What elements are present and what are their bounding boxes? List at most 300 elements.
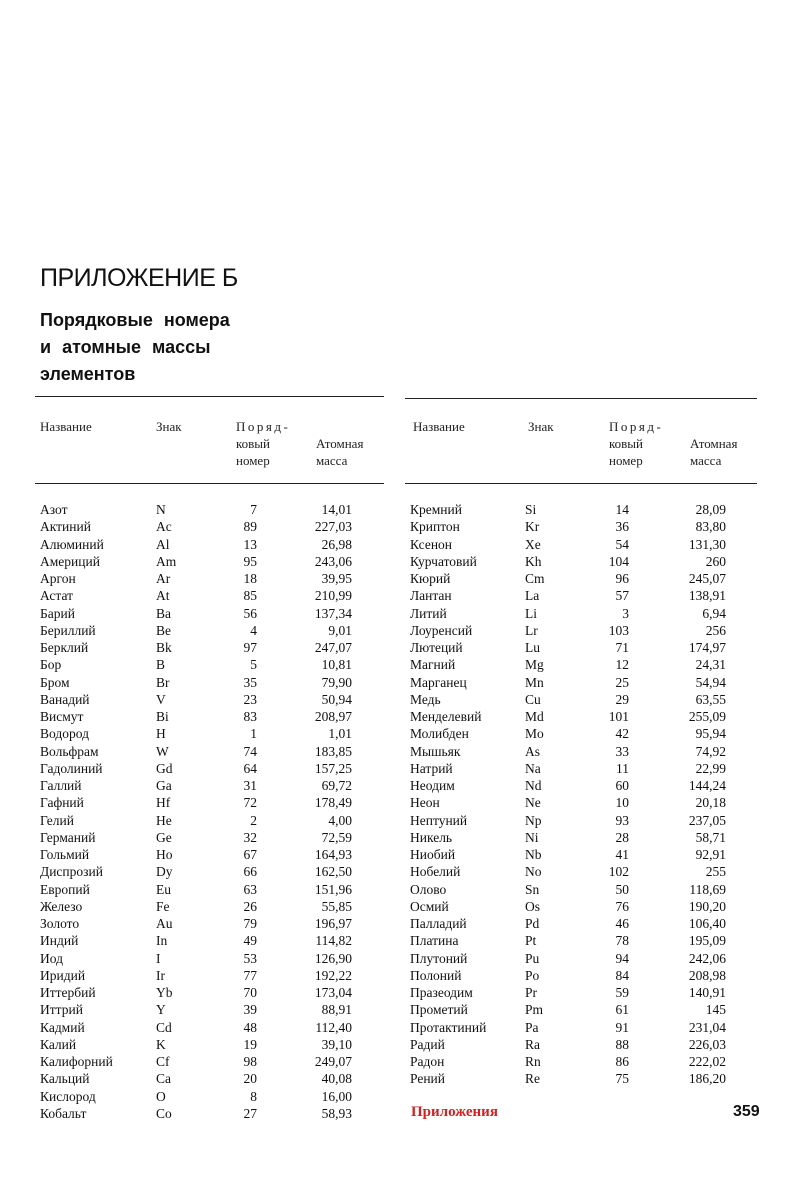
element-symbol: B: [156, 657, 166, 673]
element-symbol: Co: [156, 1105, 172, 1121]
element-symbol: Re: [525, 1071, 540, 1087]
element-mass: 63,55: [695, 691, 726, 707]
element-mass: 256: [705, 622, 726, 638]
element-name: Осмий: [410, 898, 449, 914]
element-number: 67: [243, 847, 257, 862]
element-name: Аргон: [40, 571, 76, 586]
element-number: 77: [243, 967, 257, 983]
right-table-top-rule: [405, 398, 757, 399]
element-number: 66: [243, 864, 257, 880]
element-name: Плутоний: [410, 950, 468, 966]
element-mass: 28,09: [695, 502, 726, 517]
table-row: [410, 743, 755, 760]
element-mass: 131,30: [688, 536, 726, 552]
element-number: 85: [243, 588, 257, 604]
element-number: 74: [243, 743, 257, 759]
element-number: 13: [243, 536, 257, 552]
left-header-mass-line1: Атомная: [316, 436, 364, 451]
element-name: Рений: [410, 1071, 445, 1087]
element-name: Гелий: [40, 812, 74, 828]
element-name: Нептуний: [410, 812, 468, 828]
element-name: Мышьяк: [410, 743, 461, 759]
element-name: Криптон: [410, 519, 460, 535]
table-row: [40, 984, 380, 1001]
table-row: [40, 1019, 380, 1036]
element-mass: 237,05: [688, 812, 726, 828]
table-row: [410, 605, 755, 622]
element-mass: 1,01: [328, 726, 352, 742]
table-row: [410, 639, 755, 656]
element-name: Актиний: [40, 519, 91, 535]
element-mass: 58,71: [695, 829, 726, 845]
table-row: [410, 915, 755, 932]
element-symbol: W: [156, 743, 169, 759]
table-row: [40, 674, 380, 691]
right-header-mass-line1: Атомная: [690, 436, 738, 451]
table-row: [40, 881, 380, 898]
table-row: [410, 622, 755, 639]
element-mass: 157,25: [314, 760, 352, 776]
element-mass: 162,50: [314, 864, 352, 880]
element-symbol: Yb: [156, 985, 173, 1000]
left-header-mass: [316, 435, 363, 469]
element-number: 36: [615, 519, 629, 535]
table-row: [40, 777, 380, 794]
element-name: Водород: [40, 726, 89, 742]
table-row: [410, 794, 755, 811]
element-mass: 95,94: [695, 726, 726, 742]
table-row: [410, 984, 755, 1001]
element-mass: 106,40: [688, 916, 726, 931]
element-name: Ниобий: [410, 847, 456, 862]
element-symbol: Rn: [525, 1054, 541, 1069]
element-name: Лоуренсий: [410, 622, 473, 638]
element-number: 103: [608, 622, 629, 638]
element-name: Калий: [40, 1036, 77, 1052]
element-name: Радий: [410, 1036, 445, 1052]
element-number: 8: [250, 1088, 257, 1104]
element-number: 98: [243, 1054, 257, 1069]
table-row: [410, 674, 755, 691]
table-row: [40, 898, 380, 915]
element-number: 91: [615, 1019, 629, 1035]
table-row: [410, 898, 755, 915]
element-number: 39: [243, 1002, 257, 1018]
element-symbol: Ac: [156, 519, 172, 535]
element-number: 79: [243, 916, 257, 931]
subtitle-line-2: и атомные массы: [40, 337, 211, 357]
element-name: Курчатовий: [410, 553, 477, 569]
table-row: [40, 1053, 380, 1070]
table-row: [40, 622, 380, 639]
element-mass: 55,85: [321, 898, 352, 914]
element-symbol: Y: [156, 1002, 166, 1018]
table-row: [40, 691, 380, 708]
element-mass: 24,31: [695, 657, 726, 673]
element-number: 28: [615, 829, 629, 845]
element-mass: 20,18: [695, 795, 726, 811]
element-mass: 245,07: [688, 571, 726, 586]
element-number: 101: [608, 709, 629, 724]
element-number: 94: [615, 950, 629, 966]
element-number: 42: [615, 726, 629, 742]
element-name: Прометий: [410, 1002, 468, 1018]
element-name: Индий: [40, 933, 79, 949]
table-row: [410, 1053, 755, 1070]
table-row: [40, 656, 380, 673]
element-symbol: Cm: [525, 571, 545, 586]
element-number: 11: [616, 760, 629, 776]
element-symbol: I: [156, 950, 161, 966]
table-row: [40, 1088, 380, 1105]
element-name: Лютеций: [410, 640, 463, 655]
element-mass: 118,69: [689, 881, 726, 897]
element-mass: 174,97: [688, 640, 726, 655]
table-row: [40, 760, 380, 777]
table-row: [410, 587, 755, 604]
element-name: Калифорний: [40, 1054, 113, 1069]
element-name: Кальций: [40, 1071, 90, 1087]
appendix-title: ПРИЛОЖЕНИЕ Б: [40, 264, 238, 292]
table-row: [40, 863, 380, 880]
table-row: [40, 743, 380, 760]
element-name: Барий: [40, 605, 75, 621]
element-name: Иод: [40, 950, 63, 966]
table-row: [410, 570, 755, 587]
element-name: Кислород: [40, 1088, 96, 1104]
left-table-top-rule: [35, 396, 384, 397]
element-symbol: La: [525, 588, 540, 604]
element-number: 3: [622, 605, 629, 621]
element-symbol: Mn: [525, 674, 544, 690]
table-row: [40, 605, 380, 622]
element-number: 49: [243, 933, 257, 949]
element-symbol: V: [156, 691, 166, 707]
element-mass: 126,90: [314, 950, 352, 966]
element-number: 88: [615, 1036, 629, 1052]
element-mass: 92,91: [695, 847, 726, 862]
element-number: 72: [243, 795, 257, 811]
left-table-header-rule: [35, 483, 384, 484]
table-row: [410, 760, 755, 777]
element-mass: 22,99: [695, 760, 726, 776]
element-symbol: Am: [156, 553, 177, 569]
element-name: Менделевий: [410, 709, 482, 724]
table-row: [410, 846, 755, 863]
left-header-symbol: Знак: [156, 419, 182, 434]
element-symbol: K: [156, 1036, 166, 1052]
table-row: [40, 950, 380, 967]
element-number: 26: [243, 898, 257, 914]
table-row: [40, 846, 380, 863]
table-row: [40, 915, 380, 932]
element-mass: 14,01: [321, 502, 352, 517]
right-header-mass: [690, 435, 737, 469]
element-name: Гольмий: [40, 847, 90, 862]
table-row: [410, 691, 755, 708]
element-name: Бром: [40, 674, 70, 690]
element-mass: 231,04: [688, 1019, 726, 1035]
element-number: 53: [243, 950, 257, 966]
element-name: Галлий: [40, 778, 82, 793]
element-mass: 39,95: [321, 571, 352, 586]
element-mass: 210,99: [314, 588, 352, 604]
element-number: 54: [615, 536, 629, 552]
element-symbol: Na: [525, 760, 541, 776]
element-number: 76: [615, 898, 629, 914]
element-mass: 192,22: [314, 967, 352, 983]
element-name: Натрий: [410, 760, 453, 776]
element-symbol: Fe: [156, 898, 170, 914]
table-row: [40, 639, 380, 656]
table-row: [410, 950, 755, 967]
element-symbol: N: [156, 502, 166, 517]
element-symbol: Ne: [525, 795, 541, 811]
element-name: Протактиний: [410, 1019, 487, 1035]
element-name: Бор: [40, 657, 62, 673]
element-number: 63: [243, 881, 257, 897]
element-number: 64: [243, 760, 257, 776]
element-name: Вольфрам: [40, 743, 99, 759]
table-row: [410, 829, 755, 846]
element-mass: 69,72: [321, 778, 352, 793]
element-number: 1: [250, 726, 257, 742]
element-name: Кобальт: [40, 1105, 87, 1121]
table-row: [410, 1036, 755, 1053]
element-number: 83: [243, 709, 257, 724]
table-row: [40, 932, 380, 949]
element-number: 95: [243, 553, 257, 569]
element-mass: 178,49: [314, 795, 352, 811]
table-row: [410, 536, 755, 553]
element-number: 97: [243, 640, 257, 655]
table-row: [40, 967, 380, 984]
element-name: Неон: [410, 795, 440, 811]
element-symbol: Ho: [156, 847, 173, 862]
subtitle-line-1: Порядковые номера: [40, 310, 230, 330]
element-mass: 196,97: [314, 916, 352, 931]
element-symbol: Eu: [156, 881, 171, 897]
element-name: Молибден: [410, 726, 469, 742]
element-number: 86: [615, 1054, 629, 1069]
element-number: 7: [250, 502, 257, 517]
element-mass: 243,06: [314, 553, 352, 569]
table-row: [410, 553, 755, 570]
table-row: [410, 1001, 755, 1018]
element-number: 46: [615, 916, 629, 931]
element-mass: 50,94: [321, 691, 352, 707]
element-mass: 9,01: [328, 622, 352, 638]
left-header-name: Название: [40, 419, 92, 434]
element-symbol: Ge: [156, 829, 172, 845]
table-row: [40, 1036, 380, 1053]
element-number: 75: [615, 1071, 629, 1087]
element-symbol: Np: [525, 812, 542, 828]
element-name: Диспрозий: [40, 864, 103, 880]
table-row: [410, 1019, 755, 1036]
element-mass: 114,82: [315, 933, 352, 949]
left-header-order-line3: номер: [236, 453, 270, 468]
element-symbol: At: [156, 588, 170, 604]
page-number: 359: [733, 1103, 760, 1120]
element-name: Неодим: [410, 778, 455, 793]
element-name: Медь: [410, 691, 441, 707]
element-mass: 226,03: [688, 1036, 726, 1052]
element-symbol: Dy: [156, 864, 173, 880]
table-row: [40, 536, 380, 553]
element-name: Германий: [40, 829, 96, 845]
element-mass: 208,97: [314, 709, 352, 724]
table-row: [40, 570, 380, 587]
table-row: [410, 777, 755, 794]
element-number: 19: [243, 1036, 257, 1052]
element-mass: 186,20: [688, 1071, 726, 1087]
element-name: Иттрий: [40, 1002, 83, 1018]
element-name: Палладий: [410, 916, 467, 931]
right-table-body: [410, 501, 755, 1088]
table-row: [40, 708, 380, 725]
element-mass: 74,92: [695, 743, 726, 759]
element-name: Гадолиний: [40, 760, 103, 776]
table-row: [40, 725, 380, 742]
element-number: 89: [243, 519, 257, 535]
element-mass: 208,98: [688, 967, 726, 983]
element-symbol: Pm: [525, 1002, 544, 1018]
element-symbol: Ar: [156, 571, 171, 586]
footer-section-label: Приложения: [411, 1104, 498, 1120]
element-symbol: Br: [156, 674, 170, 690]
element-mass: 88,91: [321, 1002, 352, 1018]
table-row: [40, 587, 380, 604]
table-row: [40, 1001, 380, 1018]
element-symbol: Xe: [525, 536, 541, 552]
element-mass: 227,03: [314, 519, 352, 535]
table-row: [40, 1070, 380, 1087]
element-name: Европий: [40, 881, 90, 897]
element-name: Берклий: [40, 640, 89, 655]
table-row: [410, 1070, 755, 1087]
element-number: 25: [615, 674, 629, 690]
element-symbol: Kr: [525, 519, 540, 535]
element-name: Иридий: [40, 967, 86, 983]
element-mass: 83,80: [695, 519, 726, 535]
left-header-order-line2: ковый: [236, 436, 270, 451]
right-header-order-line1: Поряд-: [609, 419, 664, 434]
element-name: Олово: [410, 881, 447, 897]
element-number: 71: [615, 640, 629, 655]
element-number: 59: [615, 985, 629, 1000]
element-mass: 112,40: [315, 1019, 352, 1035]
element-symbol: Al: [156, 536, 170, 552]
element-mass: 4,00: [328, 812, 352, 828]
element-symbol: Ga: [156, 778, 172, 793]
element-mass: 183,85: [314, 743, 352, 759]
element-symbol: Bi: [156, 709, 169, 724]
element-mass: 137,34: [314, 605, 352, 621]
table-row: [40, 794, 380, 811]
element-name: Радон: [410, 1054, 445, 1069]
left-header-order: [236, 418, 290, 469]
element-symbol: Au: [156, 916, 173, 931]
element-symbol: Cd: [156, 1019, 172, 1035]
subtitle-line-3: элементов: [40, 364, 136, 384]
element-number: 56: [243, 605, 257, 621]
element-name: Кюрий: [410, 571, 451, 586]
element-name: Литий: [410, 605, 447, 621]
element-mass: 144,24: [688, 778, 726, 793]
element-symbol: Lr: [525, 622, 538, 638]
element-symbol: Ir: [156, 967, 165, 983]
element-symbol: As: [525, 743, 541, 759]
right-header-symbol: Знак: [528, 419, 554, 434]
element-symbol: Ba: [156, 605, 171, 621]
element-symbol: Kh: [525, 553, 542, 569]
element-name: Магний: [410, 657, 456, 673]
element-mass: 10,81: [321, 657, 352, 673]
element-name: Полоний: [410, 967, 462, 983]
element-mass: 140,91: [688, 985, 726, 1000]
element-number: 18: [243, 571, 257, 586]
element-number: 20: [243, 1071, 257, 1087]
element-symbol: He: [156, 812, 172, 828]
element-symbol: Po: [525, 967, 540, 983]
element-symbol: Lu: [525, 640, 540, 655]
element-symbol: Pu: [525, 950, 540, 966]
element-name: Празеодим: [410, 985, 473, 1000]
element-number: 50: [615, 881, 629, 897]
table-row: [410, 812, 755, 829]
element-mass: 151,96: [314, 881, 352, 897]
element-name: Алюминий: [40, 536, 104, 552]
element-number: 57: [615, 588, 629, 604]
element-number: 33: [615, 743, 629, 759]
element-number: 5: [250, 657, 257, 673]
element-symbol: Mg: [525, 657, 544, 673]
element-name: Бериллий: [40, 622, 96, 638]
element-symbol: Be: [156, 622, 171, 638]
element-symbol: Pr: [525, 985, 538, 1000]
element-symbol: Nb: [525, 847, 542, 862]
table-row: [40, 501, 380, 518]
table-row: [40, 553, 380, 570]
element-symbol: Sn: [525, 881, 540, 897]
right-header-name: Название: [413, 419, 465, 434]
element-symbol: Mo: [525, 726, 544, 742]
element-symbol: In: [156, 933, 168, 949]
element-number: 32: [243, 829, 257, 845]
element-symbol: Pd: [525, 916, 540, 931]
element-symbol: Pt: [525, 933, 537, 949]
element-symbol: Li: [525, 605, 537, 621]
element-number: 78: [615, 933, 629, 949]
element-name: Азот: [40, 502, 68, 517]
element-name: Кадмий: [40, 1019, 85, 1035]
element-number: 70: [243, 985, 257, 1000]
left-header-order-line1: Поряд-: [236, 419, 291, 434]
element-mass: 247,07: [314, 640, 352, 655]
element-name: Висмут: [40, 709, 84, 724]
element-number: 10: [615, 795, 629, 811]
element-name: Гафний: [40, 795, 84, 811]
element-symbol: Bk: [156, 640, 172, 655]
element-number: 96: [615, 571, 629, 586]
element-number: 4: [250, 622, 257, 638]
element-name: Марганец: [410, 674, 467, 690]
element-mass: 190,20: [688, 898, 726, 914]
element-mass: 138,91: [688, 588, 726, 604]
right-header-order: [609, 418, 663, 469]
table-row: [40, 829, 380, 846]
